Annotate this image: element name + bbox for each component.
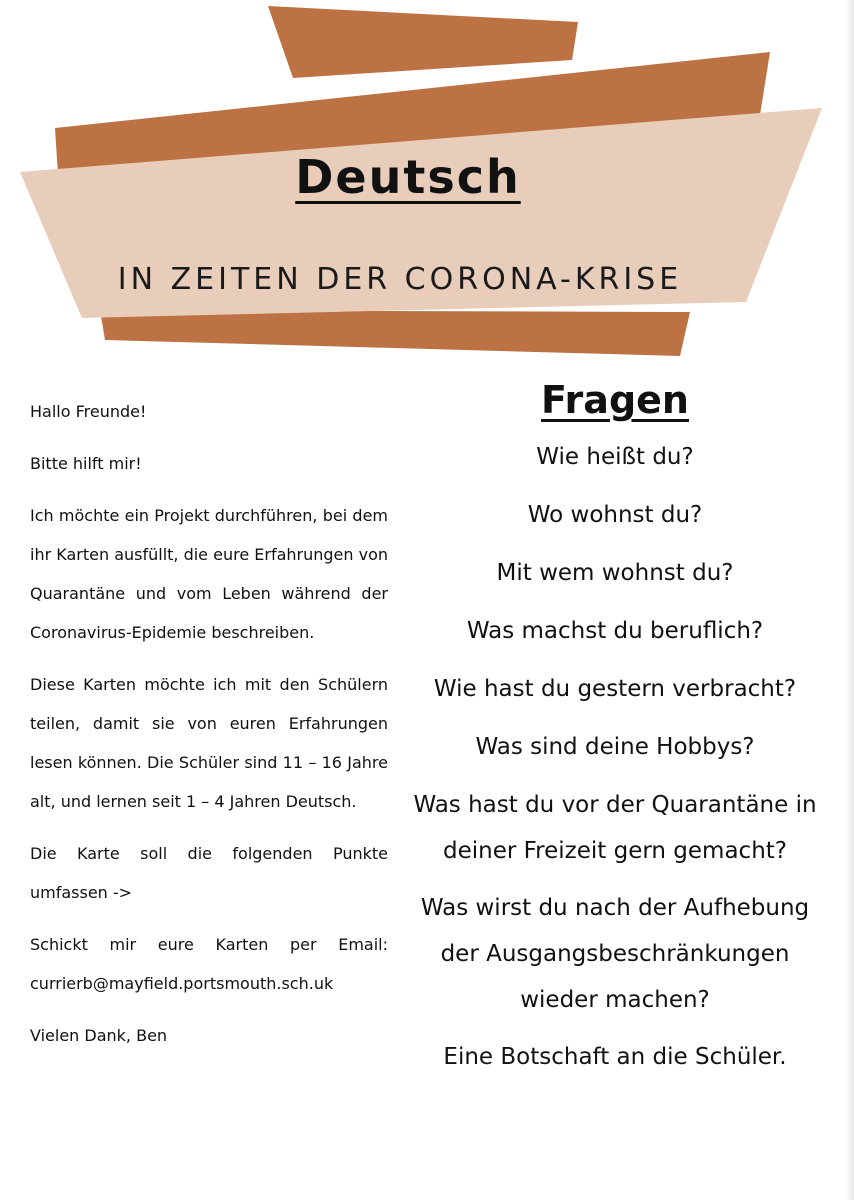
- letter-paragraph-3: Die Karte soll die folgenden Punkte umfassen ->: [30, 844, 388, 902]
- letter-paragraph-4: Schickt mir eure Karten per Email: currierb@mayfield.portsmouth.sch.uk: [30, 935, 388, 993]
- question-item: Was machst du beruflich?: [466, 618, 764, 644]
- question-item: Was wirst du nach der Aufhebung der Ausgangsbeschränkungen wieder machen?: [420, 895, 810, 1013]
- page-edge-shadow: [844, 0, 854, 1200]
- letter-paragraph-2: Diese Karten möchte ich mit den Schülern teilen, damit sie von euren Erfahrungen lesen können. Die Schüler sind 11 – 16 Jahre alt, und lernen seit 1 – 4 Jahren Deutsch.: [30, 675, 388, 811]
- question-item: Wie heißt du?: [536, 444, 694, 470]
- letter-signoff: Vielen Dank, Ben: [30, 1026, 168, 1045]
- letter-paragraph-1: Ich möchte ein Projekt durchführen, bei dem ihr Karten ausfüllt, die eure Erfahrungen von Quarantäne und vom Leben während der Coronavirus-Epidemie beschreiben.: [30, 506, 388, 642]
- question-item: Mit wem wohnst du?: [496, 560, 734, 586]
- letter-column: [30, 392, 388, 1068]
- question-item: Wie hast du gestern verbracht?: [433, 676, 797, 702]
- letter-plea: Bitte hilft mir!: [30, 454, 142, 473]
- banner-top-band: [268, 6, 578, 78]
- page-title: [0, 150, 816, 204]
- questions-column: [405, 372, 825, 1092]
- page-subtitle: IN ZEITEN DER CORONA-KRISE: [117, 262, 683, 297]
- question-item: Wo wohnst du?: [527, 502, 703, 528]
- letter-greeting: Hallo Freunde!: [30, 402, 147, 421]
- page-title-text: Deutsch: [295, 150, 521, 204]
- questions-heading: Fragen: [541, 378, 689, 422]
- question-item: Was hast du vor der Quarantäne in deiner Freizeit gern gemacht?: [413, 792, 817, 864]
- banner-bottom-band: [100, 310, 690, 356]
- question-item: Was sind deine Hobbys?: [475, 734, 755, 760]
- question-item: Eine Botschaft an die Schüler.: [443, 1044, 787, 1070]
